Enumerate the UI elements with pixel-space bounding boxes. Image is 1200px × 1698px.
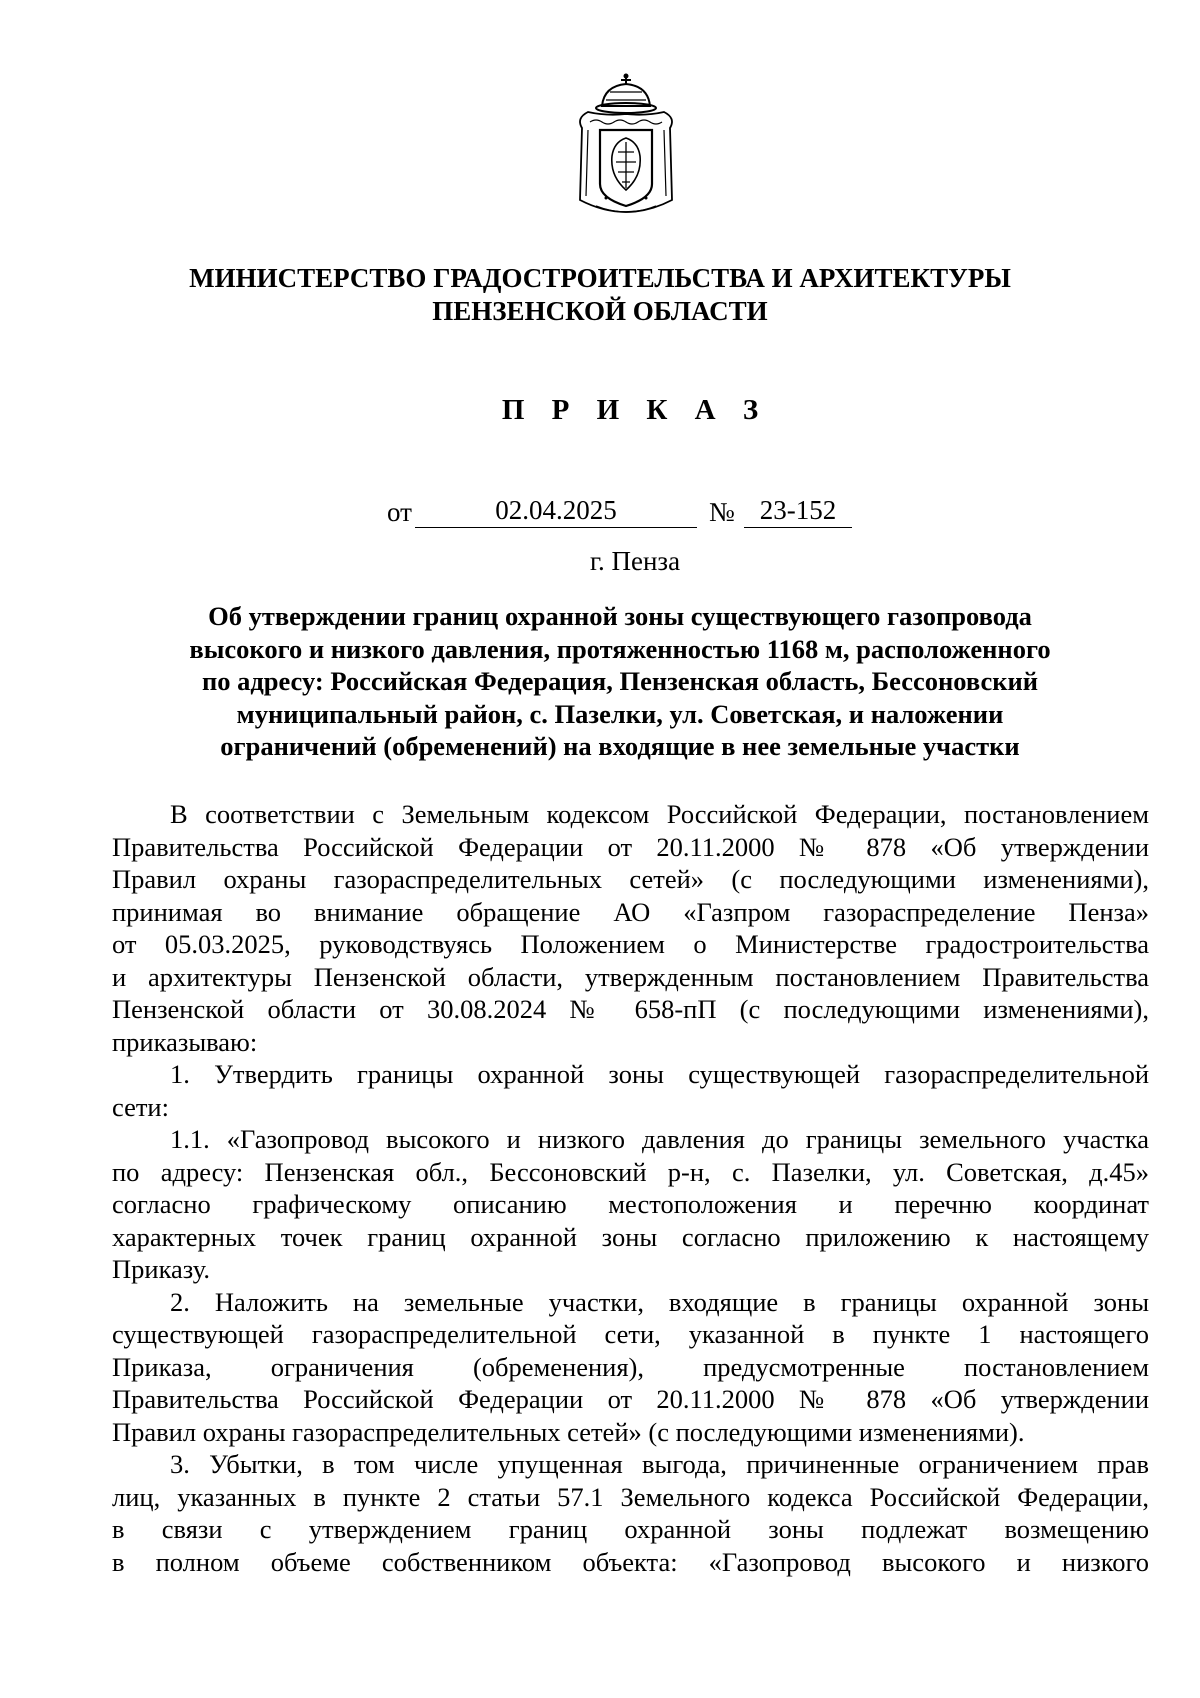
number-prefix-label: № <box>709 497 735 527</box>
document-body <box>112 798 1149 1578</box>
body-line: приказываю: <box>112 1026 258 1057</box>
heading-line: муниципальный район, с. Пазелки, ул. Советская, и наложении <box>236 698 1004 729</box>
date-prefix-label: от <box>387 497 412 527</box>
body-line: 2. Наложить на земельные участки, входящие в границы охранной зоны <box>170 1286 1149 1317</box>
body-line: в связи с утверждением границ охранной зоны подлежат возмещению <box>112 1514 1149 1544</box>
coat-of-arms-icon <box>566 72 686 222</box>
heading-line: Об утверждении границ охранной зоны существующего газопровода <box>208 601 1032 631</box>
body-line: Правительства Российской Федерации от 20.11.2000 № 878 «Об утверждении <box>112 1384 1149 1414</box>
body-line: 3. Убытки, в том числе упущенная выгода, причиненные ограничением прав <box>170 1449 1149 1479</box>
number-underline <box>744 527 852 528</box>
ministry-name-line-1: МИНИСТЕРСТВО ГРАДОСТРОИТЕЛЬСТВА И АРХИТЕКТУРЫ <box>189 263 1011 293</box>
heading-line: высокого и низкого давления, протяженностью 1168 м, расположенного <box>189 633 1051 664</box>
ministry-name <box>0 262 1200 328</box>
body-line: и архитектуры Пензенской области, утвержденным постановлением Правительства <box>112 961 1149 992</box>
body-line: Приказу. <box>112 1254 210 1284</box>
body-line: Правил охраны газораспределительных сетей» (с последующими изменениями), <box>112 864 1149 894</box>
body-line: по адресу: Пензенская обл., Бессоновский р-н, с. Пазелки, ул. Советская, д.45» <box>112 1156 1149 1187</box>
document-heading <box>148 600 1092 763</box>
body-line: 1. Утвердить границы охранной зоны существующей газораспределительной <box>170 1059 1149 1089</box>
body-line: лиц, указанных в пункте 2 статьи 57.1 Земельного кодекса Российской Федерации, <box>112 1481 1149 1512</box>
body-line: Пензенской области от 30.08.2024 № 658-пП (с последующими изменениями), <box>112 994 1149 1024</box>
ministry-name-line-2: ПЕНЗЕНСКОЙ ОБЛАСТИ <box>432 296 768 326</box>
body-line: принимая во внимание обращение АО «Газпром газораспределение Пенза» <box>112 896 1149 927</box>
city-name: г. Пенза <box>589 546 681 576</box>
body-line: Правительства Российской Федерации от 20.11.2000 № 878 «Об утверждении <box>112 831 1149 862</box>
date-underline <box>415 527 697 528</box>
document-date: 02.04.2025 <box>495 495 617 525</box>
body-line: существующей газораспределительной сети, указанной в пункте 1 настоящего <box>112 1319 1149 1349</box>
body-line: от 05.03.2025, руководствуясь Положением о Министерстве градостроительства <box>112 929 1149 959</box>
body-line: характерных точек границ охранной зоны согласно приложению к настоящему <box>112 1221 1149 1252</box>
document-number: 23-152 <box>759 495 837 525</box>
body-line: Приказа, ограничения (обременения), предусмотренные постановлением <box>112 1351 1149 1382</box>
body-line: Правил охраны газораспределительных сетей» (с последующими изменениями). <box>112 1416 1025 1447</box>
document-type-title: П Р И К А З <box>501 394 769 426</box>
heading-line: по адресу: Российская Федерация, Пензенская область, Бессоновский <box>201 666 1039 696</box>
body-line: согласно графическому описанию местоположения и перечню координат <box>112 1189 1149 1219</box>
heading-line: ограничений (обременений) на входящие в нее земельные участки <box>220 731 1020 761</box>
body-line: сети: <box>112 1091 169 1122</box>
body-line: в полном объеме собственником объекта: «Газопровод высокого и низкого <box>112 1546 1149 1577</box>
body-line: В соответствии с Земельным кодексом Российской Федерации, постановлением <box>170 799 1149 829</box>
body-line: 1.1. «Газопровод высокого и низкого давления до границы земельного участка <box>170 1124 1149 1154</box>
